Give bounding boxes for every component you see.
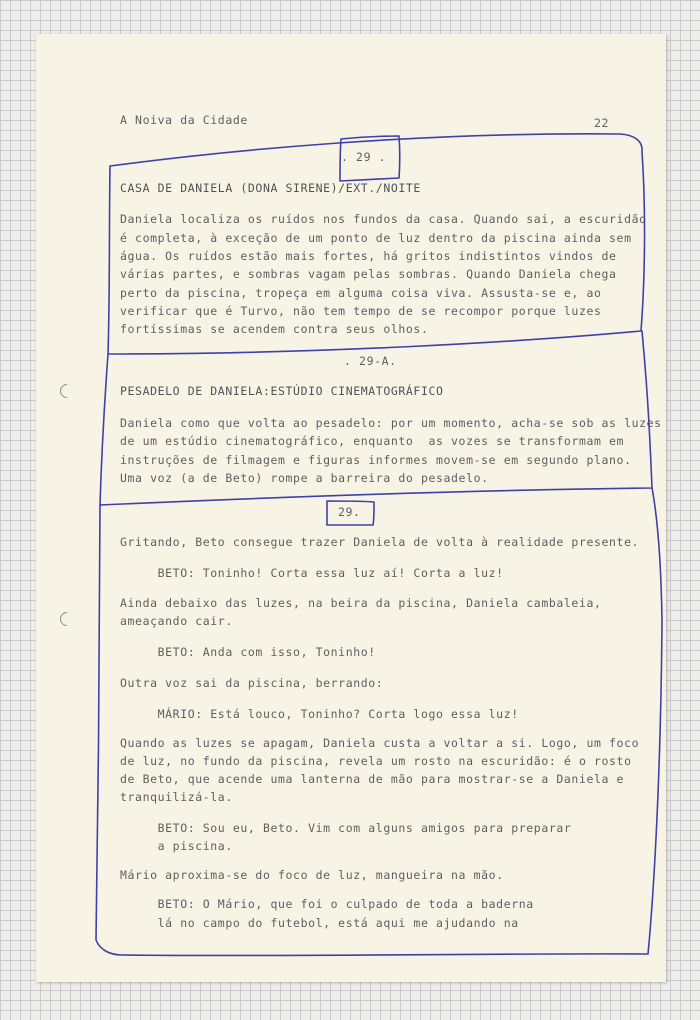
- scene-line: de Beto, que acende uma lanterna de mão para mostrar-se a Daniela e: [120, 772, 625, 786]
- scene-line: é completa, à exceção de um ponto de luz dentro da piscina ainda sem: [120, 231, 632, 245]
- scene-line: de um estúdio cinematográfico, enquanto as vozes se transformam em: [120, 434, 625, 448]
- scene-line: fortíssimas se acendem contra seus olhos.: [120, 322, 429, 336]
- scene-heading: CASA DE DANIELA (DONA SIRENE)/EXT./NOITE: [120, 181, 421, 195]
- scene-number: . 29 .: [341, 150, 387, 164]
- scene-heading: PESADELO DE DANIELA:ESTÚDIO CINEMATOGRÁFICO: [120, 384, 444, 398]
- dialogue-line: a piscina.: [120, 839, 233, 853]
- scene-line: Quando as luzes se apagam, Daniela custa a voltar a si. Logo, um foco: [120, 736, 640, 750]
- dialogue-line: lá no campo do futebol, está aqui me ajudando na: [120, 916, 519, 930]
- scene-line: ameaçando cair.: [120, 614, 233, 628]
- scene-line: tranquilizá-la.: [120, 790, 233, 804]
- dialogue-line: MÁRIO: Está louco, Toninho? Corta logo essa luz!: [120, 707, 519, 721]
- scene-number: . 29-A.: [344, 354, 397, 368]
- header-title: A Noiva da Cidade: [120, 113, 248, 127]
- scene-line: Outra voz sai da piscina, berrando:: [120, 676, 384, 690]
- scene-line: instruções de filmagem e figuras informes movem-se em segundo plano.: [120, 453, 632, 467]
- dialogue-line: BETO: Sou eu, Beto. Vim com alguns amigos para preparar: [120, 821, 572, 835]
- scene-line: Gritando, Beto consegue trazer Daniela de volta à realidade presente.: [120, 535, 640, 549]
- scene-line: água. Os ruídos estão mais fortes, há gritos indistintos vindos de: [120, 249, 617, 263]
- dialogue-line: BETO: O Mário, que foi o culpado de toda a baderna: [120, 897, 534, 911]
- scene-number: 29.: [338, 505, 361, 519]
- scene-line: Mário aproxima-se do foco de luz, mangueira na mão.: [120, 868, 504, 882]
- page-number: 22: [594, 116, 610, 130]
- scene-line: Daniela como que volta ao pesadelo: por um momento, acha-se sob as luzes: [120, 416, 662, 430]
- scene-line: de luz, no fundo da piscina, revela um rosto na escuridão: é o rosto: [120, 754, 632, 768]
- dialogue-line: BETO: Toninho! Corta essa luz aí! Corta a luz!: [120, 566, 504, 580]
- scene-line: verificar que é Turvo, não tem tempo de se recompor porque luzes: [120, 304, 602, 318]
- scene-line: várias partes, e sombras vagam pelas sombras. Quando Daniela chega: [120, 267, 617, 281]
- dialogue-line: BETO: Anda com isso, Toninho!: [120, 645, 376, 659]
- scene-line: perto da piscina, tropeça em alguma coisa viva. Assusta-se e, ao: [120, 286, 602, 300]
- scene-line: Uma voz (a de Beto) rompe a barreira do pesadelo.: [120, 471, 489, 485]
- scene-line: Daniela localiza os ruídos nos fundos da casa. Quando sai, a escuridão: [120, 212, 647, 226]
- scene-line: Ainda debaixo das luzes, na beira da piscina, Daniela cambaleia,: [120, 596, 602, 610]
